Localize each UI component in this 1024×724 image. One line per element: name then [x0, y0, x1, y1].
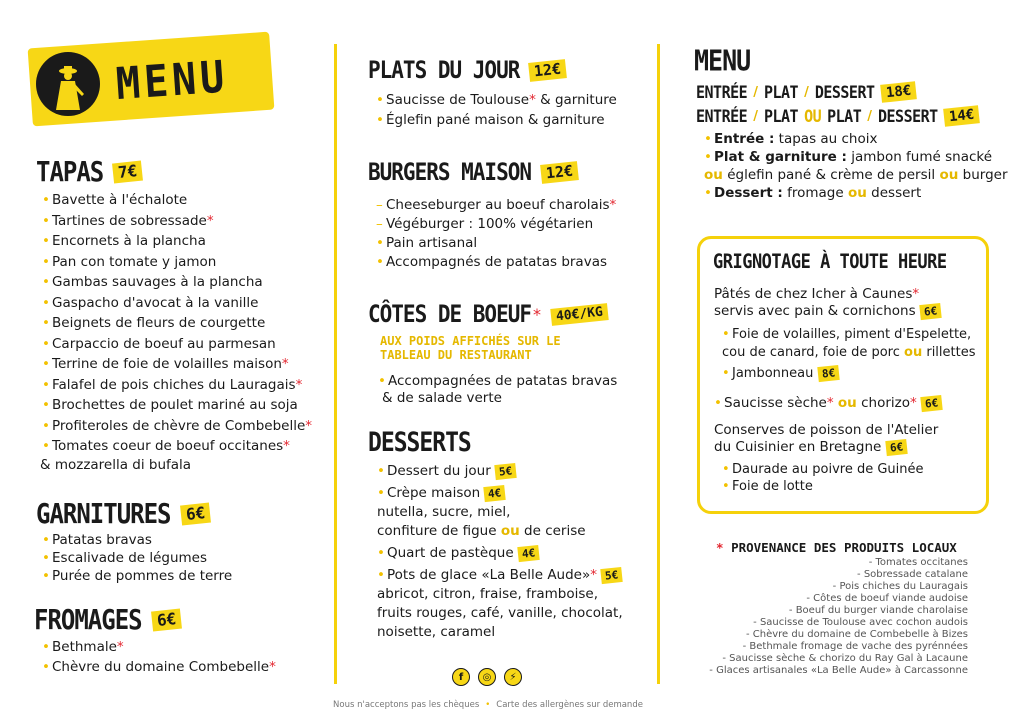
burgers-heading — [368, 160, 578, 184]
logo-title: MENU — [114, 51, 230, 111]
garnitures-price-badge: 6€ — [180, 503, 211, 526]
list-item: • Entrée : tapas au choix — [704, 130, 1008, 148]
list-item: • Foie de volailles, piment d'Espelette, — [722, 326, 976, 344]
desserts-heading — [368, 430, 471, 456]
list-item-continuation: & de salade verte — [382, 390, 502, 406]
list-item: - Sobressade catalane — [857, 569, 968, 580]
list-item: – Cheeseburger au boeuf charolais* — [376, 196, 616, 215]
list-item: • Saucisse sèche* ou chorizo* 6€ — [714, 393, 942, 414]
column-divider-1 — [334, 44, 337, 684]
list-item: • Tomates coeur de boeuf occitanes* — [42, 436, 312, 457]
list-item: • Bethmale* — [42, 637, 276, 657]
provenance-title: * PROVENANCE DES PRODUITS LOCAUX — [716, 540, 957, 555]
list-item: • Brochettes de poulet mariné au soja — [42, 395, 312, 416]
list-item: • Falafel de pois chiches du Lauragais* — [42, 375, 312, 396]
list-item: - Glaces artisanales «La Belle Aude» à Carcassonne — [709, 665, 968, 676]
menu-formulas — [696, 80, 979, 128]
tapas-price-badge: 7€ — [112, 161, 143, 184]
garnitures-title: GARNITURES — [36, 497, 171, 531]
list-item: • Escalivade de légumes — [42, 549, 232, 567]
list-item-continuation: noisette, caramel — [377, 624, 496, 640]
list-item: • Beignets de fleurs de courgette — [42, 313, 312, 334]
tapas-list — [42, 190, 312, 474]
grignotage-saucisse — [714, 393, 942, 414]
list-item: • Dessert : fromage ou dessert — [704, 184, 1008, 202]
cotes-heading: CÔTES DE BOEUF * 40€/KG — [368, 302, 608, 326]
list-item-continuation: cou de canard, foie de porc ou rillettes — [722, 345, 976, 360]
desserts-title: DESSERTS — [368, 428, 471, 458]
list-item: • Carpaccio de boeuf au parmesan — [42, 334, 312, 355]
list-item: • Bavette à l'échalote — [42, 190, 312, 211]
list-item: - Saucisse de Toulouse avec cochon audois — [753, 617, 968, 628]
menu-formula-14: ENTRÉE / PLAT OU PLAT / DESSERT 14€ — [696, 104, 979, 128]
list-item: - Côtes de boeuf viande audoise — [806, 593, 968, 604]
messenger-icon[interactable]: ⚡ — [504, 668, 522, 686]
list-item: - Tomates occitanes — [868, 557, 968, 568]
list-item: • Crèpe maison 4€ — [377, 484, 623, 503]
provenance-list — [709, 557, 968, 677]
tapas-heading — [36, 155, 143, 189]
plats-heading — [368, 58, 566, 82]
list-item: • Saucisse de Toulouse* & garniture — [376, 90, 617, 110]
burgers-list — [376, 196, 616, 272]
grignotage-conserves: Conserves de poisson de l'Atelier du Cuisinier en Bretagne 6€ — [714, 422, 939, 455]
fromages-title: FROMAGES — [34, 603, 142, 637]
menu-formula-18: ENTRÉE / PLAT / DESSERT 18€ — [696, 80, 979, 104]
fromages-price-badge: 6€ — [151, 609, 182, 632]
list-item: • Gaspacho d'avocat à la vanille — [42, 293, 312, 314]
list-item: • Églefin pané maison & garniture — [376, 110, 617, 130]
footer-cheques: Nous n'acceptons pas les chèques — [333, 700, 480, 710]
grignotage-pates: Pâtés de chez Icher à Caunes* servis avec pain & cornichons 6€ — [714, 286, 941, 320]
conserves-price-badge: 6€ — [885, 439, 908, 456]
garnitures-list — [42, 531, 232, 585]
instagram-icon[interactable]: ◎ — [478, 668, 496, 686]
menu-14-price-badge: 14€ — [943, 105, 980, 127]
grignotage-heading — [713, 252, 947, 272]
footer: Nous n'acceptons pas les chèques • Carte des allergènes sur demande — [333, 700, 643, 710]
list-item: • Plat & garniture : jambon fumé snacké — [704, 148, 1008, 166]
list-item: • Accompagnées de patatas bravas — [378, 373, 617, 390]
list-item: - Bethmale fromage de vache des pyrénnées — [742, 641, 968, 652]
list-item-continuation: confiture de figue ou de cerise — [377, 523, 586, 539]
jambonneau-price-badge: 8€ — [817, 365, 840, 382]
list-item: • Tartines de sobressade* — [42, 211, 312, 232]
plats-list — [376, 90, 617, 130]
cotes-title: CÔTES DE BOEUF — [368, 300, 532, 328]
list-item: • Terrine de foie de volailles maison* — [42, 354, 312, 375]
burgers-title: BURGERS MAISON — [368, 158, 532, 186]
facebook-icon[interactable]: f — [452, 668, 470, 686]
list-item-continuation: nutella, sucre, miel, — [377, 504, 511, 520]
list-item: • Accompagnés de patatas bravas — [376, 253, 616, 272]
list-item: • Pan con tomate y jamon — [42, 252, 312, 273]
menu-details — [704, 130, 1008, 202]
list-item: • Jambonneau 8€ — [722, 365, 976, 383]
cotes-note: AUX POIDS AFFICHÉS SUR LE TABLEAU DU RESTAURANT — [380, 334, 561, 362]
list-item: – Végéburger : 100% végétarien — [376, 215, 616, 234]
logo-figure-icon — [36, 52, 100, 116]
footer-allergenes: Carte des allergènes sur demande — [496, 700, 643, 710]
plats-price-badge: 12€ — [528, 59, 567, 82]
list-item-continuation: ou églefin pané & crème de persil ou burger — [704, 167, 1008, 183]
grignotage-pates-list — [722, 326, 976, 383]
list-item-continuation: & mozzarella di bufala — [40, 456, 192, 473]
menu-heading — [694, 43, 751, 78]
cotes-list — [378, 373, 617, 407]
list-item: • Foie de lotte — [722, 478, 924, 495]
list-item: - Boeuf du burger viande charolaise — [788, 605, 968, 616]
list-item: • Pain artisanal — [376, 234, 616, 253]
list-item-continuation: fruits rouges, café, vanille, chocolat, — [377, 605, 623, 621]
list-item: • Quart de pastèque 4€ — [377, 544, 623, 563]
saucisse-price-badge: 6€ — [920, 395, 943, 412]
fromages-heading — [34, 603, 181, 637]
list-item: • Daurade au poivre de Guinée — [722, 461, 924, 478]
list-item: • Pots de glace «La Belle Aude»* 5€ — [377, 566, 623, 585]
burgers-price-badge: 12€ — [540, 161, 579, 184]
list-item: • Patatas bravas — [42, 531, 232, 549]
cotes-price-badge: 40€/KG — [550, 303, 608, 326]
tapas-title: TAPAS — [36, 155, 104, 189]
list-item-continuation: abricot, citron, fraise, framboise, — [377, 586, 599, 602]
list-item: • Chèvre du domaine Combebelle* — [42, 657, 276, 677]
menu-title: MENU — [694, 43, 751, 78]
menu-18-price-badge: 18€ — [880, 81, 917, 103]
list-item: • Purée de pommes de terre — [42, 567, 232, 585]
list-item: - Saucisse sèche & chorizo du Ray Gal à Lacaune — [722, 653, 968, 664]
fromages-list — [42, 637, 276, 677]
grignotage-title: GRIGNOTAGE À TOUTE HEURE — [713, 250, 947, 274]
grignotage-conserves-list — [722, 461, 924, 495]
column-divider-2 — [657, 44, 660, 684]
pates-price-badge: 6€ — [919, 303, 942, 320]
list-item: • Dessert du jour 5€ — [377, 462, 623, 481]
list-item: - Pois chiches du Lauragais — [832, 581, 968, 592]
list-item: - Chèvre du domaine de Combebelle à Bizes — [745, 629, 968, 640]
list-item: • Gambas sauvages à la plancha — [42, 272, 312, 293]
list-item: • Profiteroles de chèvre de Combebelle* — [42, 416, 312, 437]
desserts-list — [377, 462, 623, 642]
social-links — [452, 668, 522, 686]
garnitures-heading — [36, 497, 210, 531]
list-item: • Encornets à la plancha — [42, 231, 312, 252]
plats-title: PLATS DU JOUR — [368, 56, 520, 84]
